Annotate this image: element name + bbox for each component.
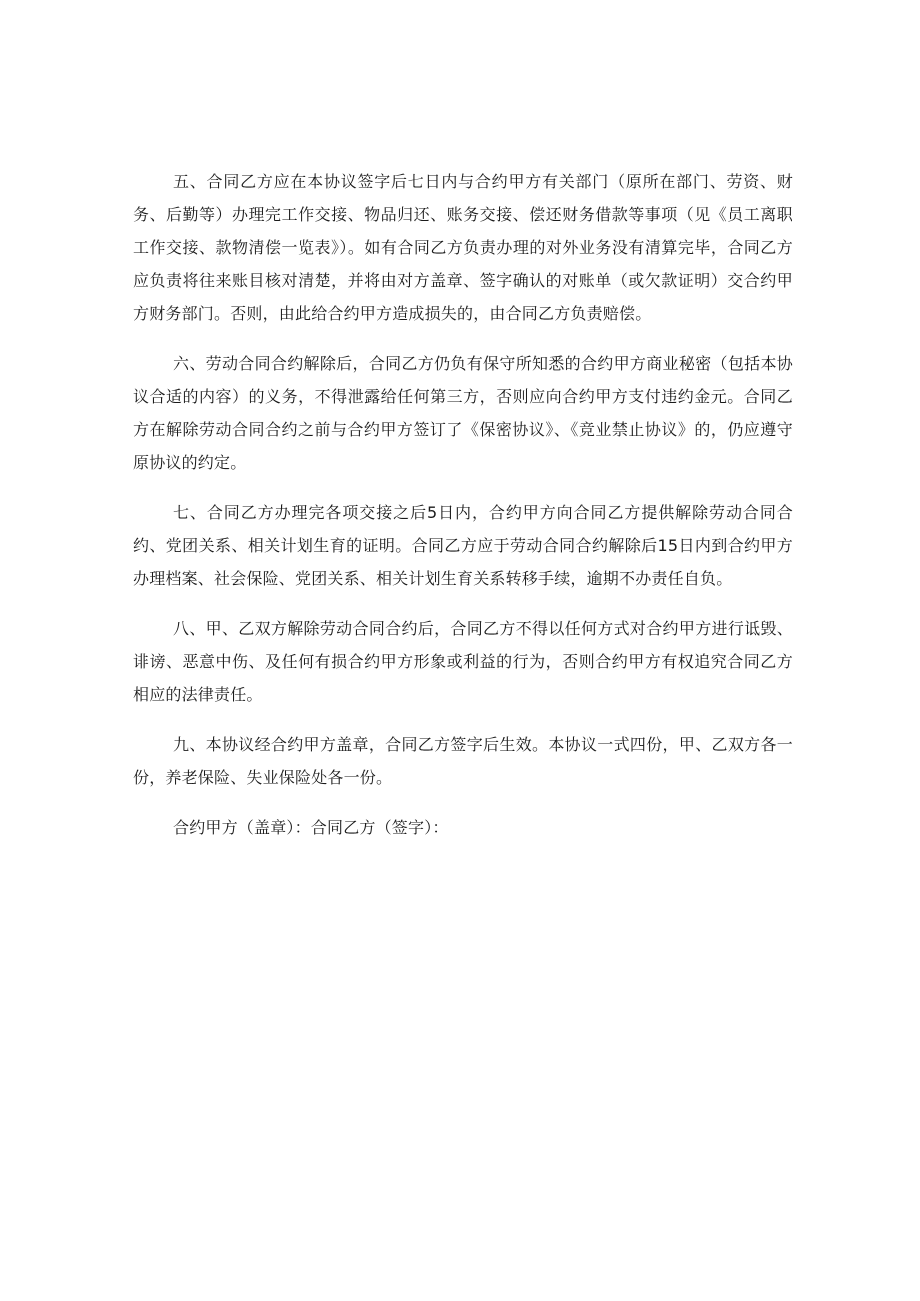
signature-line: 合约甲方（盖章）：合同乙方（签字）： (173, 818, 449, 837)
document-body (133, 165, 793, 844)
clause-7-paragraph: 七、合同乙方办理完各项交接之后5日内，合约甲方向合同乙方提供解除劳动合同合约、党团关系、相关计划生育的证明。合同乙方应于劳动合同合约解除后15日内到合约甲方办理档案、社会保险、党团关系、相关计划生育关系转移手续，逾期不办责任自负。 (133, 503, 793, 588)
clause-8-paragraph: 八、甲、乙双方解除劳动合同合约后，合同乙方不得以任何方式对合约甲方进行诋毁、诽谤、恶意中伤、及任何有损合约甲方形象或利益的行为，否则合约甲方有权追究合同乙方相应的法律责任。 (133, 619, 793, 704)
clause-9-paragraph: 九、本协议经合约甲方盖章，合同乙方签字后生效。本协议一式四份，甲、乙双方各一份，养老保险、失业保险处各一份。 (133, 735, 793, 787)
clause-6-paragraph: 六、劳动合同合约解除后，合同乙方仍负有保守所知悉的合约甲方商业秘密（包括本协议合适的内容）的义务，不得泄露给任何第三方，否则应向合约甲方支付违约金元。合同乙方在解除劳动合同合约之前与合约甲方签订了《保密协议》、《竞业禁止协议》的，仍应遵守原协议的约定。 (133, 354, 793, 472)
clause-5-paragraph: 五、合同乙方应在本协议签字后七日内与合约甲方有关部门（原所在部门、劳资、财务、后勤等）办理完工作交接、物品归还、账务交接、偿还财务借款等事项（见《员工离职工作交接、款物清偿一览表》）。如有合同乙方负责办理的对外业务没有清算完毕，合同乙方应负责将往来账目核对清楚，并将由对方盖章、签字确认的对账单（或欠款证明）交合约甲方财务部门。否则，由此给合约甲方造成损失的，由合同乙方负责赔偿。 (133, 172, 793, 323)
